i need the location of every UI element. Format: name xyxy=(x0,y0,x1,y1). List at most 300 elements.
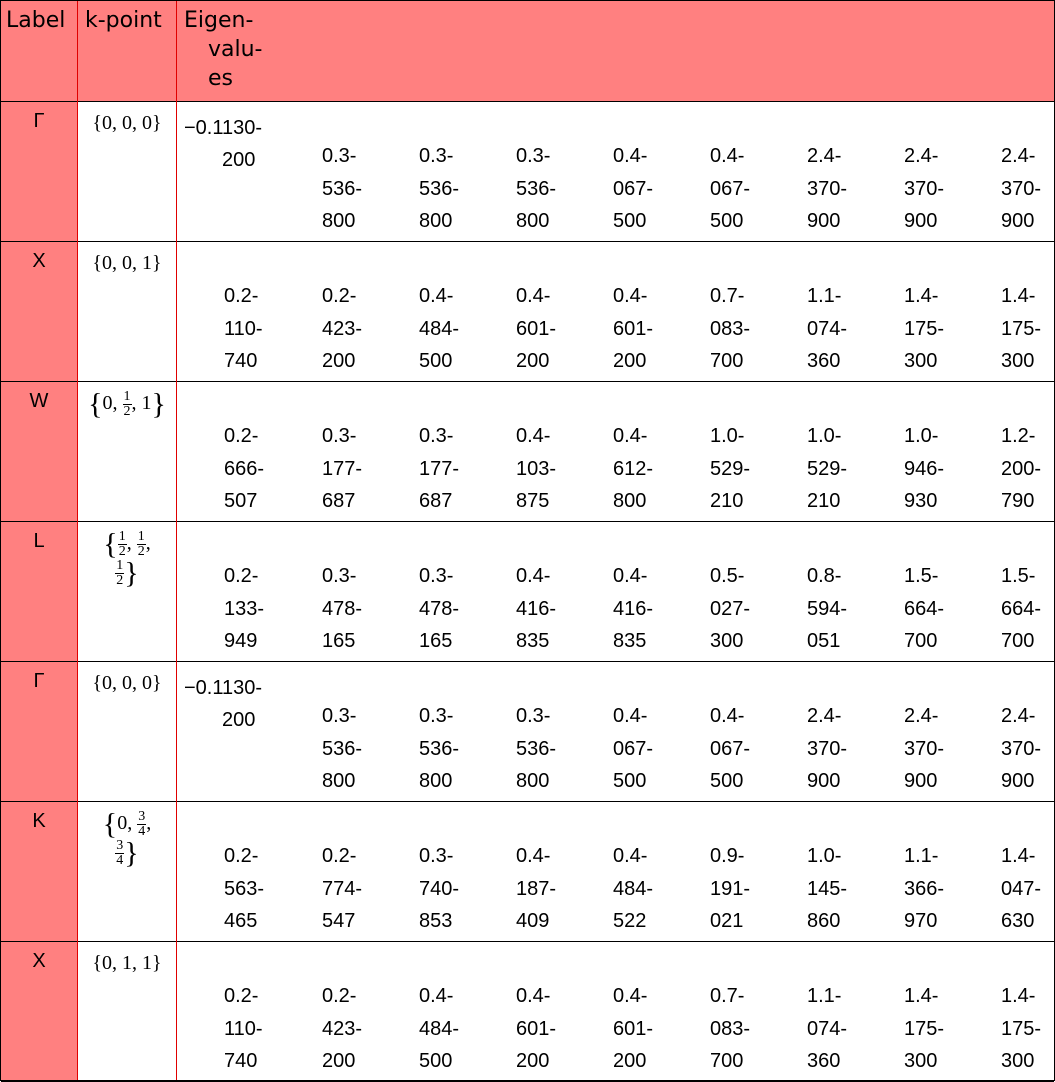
eigenvalue-line: 0.4- xyxy=(710,145,745,167)
row-kpoint: {0, $\frac{3}{4}$ , $\frac{3}{4}$ } xyxy=(102,807,152,870)
eigenvalue-cell xyxy=(419,420,479,518)
eigenvalue-line: 0.2- xyxy=(224,285,259,307)
eigenvalue-line: 900 xyxy=(904,210,938,232)
eigenvalue-cell xyxy=(516,560,576,658)
eigenvalue-cell xyxy=(224,840,284,938)
eigenvalue-line: 0.3- xyxy=(322,145,357,167)
eigenvalue-line: 478- xyxy=(322,597,363,620)
eigenvalue-line: 500 xyxy=(613,770,647,792)
eigenvalue-cell xyxy=(1001,560,1055,658)
eigenvalue-line: 191- xyxy=(710,877,751,900)
eigenvalue-line: 536- xyxy=(322,737,363,760)
eigenvalue-line: 0.3- xyxy=(419,845,454,867)
eigenvalue-line: 800 xyxy=(516,770,550,792)
table-row xyxy=(1,662,1054,801)
eigenvalue-line: 067- xyxy=(613,737,654,760)
eigenvalue-line: 0.3- xyxy=(516,145,551,167)
row-label: Γ xyxy=(33,670,45,692)
eigenvalue-line: 0.4- xyxy=(710,705,745,727)
eigenvalue-line: 210 xyxy=(807,490,841,512)
eigenvalue-line: 946- xyxy=(904,457,945,480)
eigenvalue-line: 687 xyxy=(322,490,356,512)
eigenvalue-line: 0.2- xyxy=(322,285,357,307)
row-kpoint: {0, 0, 0} xyxy=(92,112,162,134)
eigenvalue-cell xyxy=(1001,980,1055,1078)
fraction-denominator: 2 xyxy=(123,404,131,419)
table-row xyxy=(1,242,1054,381)
eigenvalue-line: 1.0- xyxy=(904,425,939,447)
fraction xyxy=(137,810,146,839)
eigenvalue-cell xyxy=(710,840,770,938)
eigenvalue-cell xyxy=(322,280,382,378)
eigenvalue-cell xyxy=(807,980,867,1078)
eigenvalue-line: 522 xyxy=(613,910,647,932)
eigenvalue-line: 047- xyxy=(1001,877,1042,900)
eigenvalue-line: 800 xyxy=(419,210,453,232)
eigenvalue-line: 366- xyxy=(904,877,945,900)
eigenvalue-line: 175- xyxy=(904,317,945,340)
eigenvalue-line: 0.3- xyxy=(419,565,454,587)
eigenvalue-line: 370- xyxy=(807,737,848,760)
eigenvalue-line: 051 xyxy=(807,630,841,652)
eigenvalue-cell xyxy=(710,140,770,238)
eigenvalue-line: 484- xyxy=(419,1017,460,1040)
eigenvalue-line: 0.3- xyxy=(322,425,357,447)
eigenvalue-line: 1.4- xyxy=(1001,845,1036,867)
eigenvalue-line: 2.4- xyxy=(1001,705,1036,727)
eigenvalue-cell xyxy=(1001,700,1055,798)
eigenvalue-line: 0.9- xyxy=(710,845,745,867)
eigenvalue-cell xyxy=(710,700,770,798)
eigenvalue-line: 200 xyxy=(322,350,356,372)
eigenvalue-line: 0.4- xyxy=(516,985,551,1007)
eigenvalue-line: 409 xyxy=(516,910,550,932)
eigenvalue-line: 529- xyxy=(710,457,751,480)
eigenvalue-cell xyxy=(807,420,867,518)
eigenvalue-line: 423- xyxy=(322,1017,363,1040)
eigenvalue-line: 1.5- xyxy=(1001,565,1036,587)
brace-left: { xyxy=(102,807,118,841)
eigenvalue-line: 700 xyxy=(904,630,938,652)
eigenvalue-line: 110- xyxy=(224,317,263,340)
eigenvalue-line: 601- xyxy=(516,317,557,340)
eigenvalue-line: 478- xyxy=(419,597,460,620)
eigenvalue-line: 594- xyxy=(807,597,848,620)
eigenvalue-line: 360 xyxy=(807,1050,841,1072)
eigenvalue-line: 664- xyxy=(1001,597,1042,620)
eigenvalue-line: 416- xyxy=(516,597,557,620)
eigenvalue-line: 370- xyxy=(807,177,848,200)
eigenvalue-line: 500 xyxy=(613,210,647,232)
eigenvalue-line: 0.5- xyxy=(710,565,745,587)
eigenvalue-cell xyxy=(807,700,867,798)
fraction xyxy=(118,530,127,559)
eigenvalue-line: 800 xyxy=(613,490,647,512)
eigenvalue-line: 0.4- xyxy=(516,425,551,447)
eigenvalue-cell xyxy=(322,560,382,658)
eigenvalue-line: 200 xyxy=(516,350,550,372)
eigenvalue-line: 0.4- xyxy=(613,985,648,1007)
eigenvalue-line: 465 xyxy=(224,910,258,932)
eigenvalue-line: 601- xyxy=(516,1017,557,1040)
eigenvalue-line: 423- xyxy=(322,317,363,340)
fraction-denominator: 4 xyxy=(138,824,146,839)
eigenvalue-line: 0.2- xyxy=(224,985,259,1007)
eigenvalue-cell xyxy=(1001,420,1055,518)
eigenvalue-line: 0.3- xyxy=(322,705,357,727)
eigenvalue-cell xyxy=(516,280,576,378)
eigenvalue-line: 300 xyxy=(904,1050,938,1072)
eigenvalue-line: 500 xyxy=(419,1050,453,1072)
eigenvalue-cell xyxy=(419,560,479,658)
eigenvalue-cell xyxy=(322,980,382,1078)
header-eig-line2: valu- xyxy=(208,37,263,62)
eigenvalue-cell xyxy=(710,980,770,1078)
eigenvalue-cell xyxy=(516,700,576,798)
eigenvalue-cell xyxy=(613,280,673,378)
eigenvalue-line: 687 xyxy=(419,490,453,512)
eigenvalue-line: 300 xyxy=(1001,1050,1035,1072)
header-eig-line1: Eigen- xyxy=(184,8,254,33)
eigenvalue-line: 103- xyxy=(516,457,557,480)
eigenvalue-cell xyxy=(1001,840,1055,938)
brace-left: { xyxy=(103,527,118,561)
eigenvalue-line: 536- xyxy=(322,177,363,200)
eigenvalue-cell xyxy=(419,700,479,798)
eigenvalue-cell xyxy=(807,840,867,938)
eigenvalue-line: 860 xyxy=(807,910,841,932)
eigenvalue-line: 200- xyxy=(1001,457,1042,480)
eigenvalue-line: 0.3- xyxy=(419,145,454,167)
eigenvalue-line: 666- xyxy=(224,457,265,480)
eigenvalue-line: 0.7- xyxy=(710,985,745,1007)
eigenvalue-line: 0.3- xyxy=(419,425,454,447)
eigenvalue-negative-line2: 200 xyxy=(222,149,256,171)
eigenvalue-line: 300 xyxy=(904,350,938,372)
eigenvalue-cell xyxy=(710,280,770,378)
eigenvalue-cell xyxy=(613,140,673,238)
fraction-numerator: 1 xyxy=(118,529,126,544)
eigenvalue-line: 0.4- xyxy=(613,565,648,587)
eigenvalue-line: 835 xyxy=(613,630,647,652)
eigenvalue-line: 900 xyxy=(807,210,841,232)
eigenvalue-cell xyxy=(613,700,673,798)
fraction xyxy=(115,839,124,868)
eigenvalue-line: 0.4- xyxy=(613,845,648,867)
eigenvalue-line: 507 xyxy=(224,490,258,512)
eigenvalue-cell xyxy=(419,840,479,938)
eigenvalue-line: 664- xyxy=(904,597,945,620)
eigenvalue-cell xyxy=(807,280,867,378)
eigenvalue-line: 800 xyxy=(516,210,550,232)
eigenvalue-line: 536- xyxy=(516,177,557,200)
col-divider-1 xyxy=(77,1,78,1080)
fraction-numerator: 1 xyxy=(137,529,145,544)
eigenvalue-line: 2.4- xyxy=(904,145,939,167)
fraction-denominator: 2 xyxy=(137,544,145,559)
eigenvalue-cell xyxy=(322,840,382,938)
eigenvalue-line: 2.4- xyxy=(904,705,939,727)
eigenvalue-line: 601- xyxy=(613,1017,654,1040)
eigenvalue-line: 1.0- xyxy=(710,425,745,447)
eigenvalue-line: 0.3- xyxy=(322,565,357,587)
eigenvalue-line: 529- xyxy=(807,457,848,480)
eigenvalue-line: 0.2- xyxy=(322,985,357,1007)
fraction-denominator: 4 xyxy=(116,853,124,868)
eigenvalue-line: 0.4- xyxy=(516,565,551,587)
row-kpoint: {0, 0, 0} xyxy=(92,672,162,694)
eigenvalue-cell xyxy=(613,420,673,518)
eigenvalue-line: 0.2- xyxy=(322,845,357,867)
eigenvalue-line: 370- xyxy=(1001,177,1042,200)
eigenvalue-line: 1.4- xyxy=(1001,285,1036,307)
eigenvalue-line: 0.3- xyxy=(419,705,454,727)
eigenvalue-line: 074- xyxy=(807,1017,848,1040)
eigenvalue-line: 2.4- xyxy=(807,705,842,727)
fraction-numerator: 1 xyxy=(116,558,124,573)
fraction xyxy=(123,390,132,419)
eigenvalue-line: 1.1- xyxy=(904,845,939,867)
eigenvalue-line: 800 xyxy=(322,770,356,792)
eigenvalue-negative-line1: −0.1130- xyxy=(184,117,263,139)
eigenvalue-cell xyxy=(904,280,964,378)
table-row xyxy=(1,522,1054,661)
eigenvalue-line: 536- xyxy=(516,737,557,760)
eigenvalue-cell xyxy=(904,140,964,238)
eigenvalue-cell xyxy=(710,420,770,518)
fraction xyxy=(137,530,146,559)
row-label: Γ xyxy=(33,110,45,132)
eigenvalue-cell xyxy=(322,140,382,238)
table-header xyxy=(1,1,1054,102)
eigenvalue-line: 0.4- xyxy=(613,145,648,167)
eigenvalue-line: 165 xyxy=(419,630,453,652)
brace-left: { xyxy=(88,387,103,421)
eigenvalue-line: 563- xyxy=(224,877,265,900)
header-kpoint: k-point xyxy=(85,8,162,33)
eigenvalue-line: 0.4- xyxy=(613,285,648,307)
eigenvalue-line: 300 xyxy=(1001,350,1035,372)
eigenvalue-cell xyxy=(419,280,479,378)
eigenvalue-line: 370- xyxy=(904,737,945,760)
eigenvalue-cell xyxy=(516,980,576,1078)
eigenvalue-line: 1.4- xyxy=(904,285,939,307)
eigenvalue-line: 0.4- xyxy=(613,425,648,447)
eigenvalue-line: 900 xyxy=(807,770,841,792)
eigenvalue-line: 175- xyxy=(904,1017,945,1040)
eigenvalue-line: 0.7- xyxy=(710,285,745,307)
eigenvalue-line: 300 xyxy=(710,630,744,652)
eigenvalue-line: 370- xyxy=(1001,737,1042,760)
eigenvalue-cell xyxy=(807,140,867,238)
fraction-denominator: 2 xyxy=(116,573,124,588)
eigenvalue-cell xyxy=(224,980,284,1078)
col-divider-2 xyxy=(176,1,177,1080)
brace-right: } xyxy=(151,387,166,421)
eigenvalue-line: 774- xyxy=(322,877,363,900)
fraction-denominator: 2 xyxy=(118,544,126,559)
eigenvalue-line: 1.4- xyxy=(1001,985,1036,1007)
eigenvalue-line: 0.4- xyxy=(516,285,551,307)
eigenvalue-line: 900 xyxy=(904,770,938,792)
eigenvalue-line: 875 xyxy=(516,490,550,512)
eigenvalue-line: 601- xyxy=(613,317,654,340)
eigenvalue-line: 0.4- xyxy=(516,845,551,867)
eigenvalue-line: 484- xyxy=(613,877,654,900)
eigenvalue-line: 800 xyxy=(419,770,453,792)
eigenvalue-line: 630 xyxy=(1001,910,1035,932)
eigenvalue-line: 165 xyxy=(322,630,356,652)
eigenvalue-line: 0.3- xyxy=(516,705,551,727)
eigenvalue-cell xyxy=(224,280,284,378)
eigenvalue-cell xyxy=(613,980,673,1078)
eigenvalue-line: 177- xyxy=(419,457,460,480)
eigenvalue-line: 177- xyxy=(322,457,363,480)
eigenvalue-line: 1.0- xyxy=(807,425,842,447)
eigenvalue-line: 067- xyxy=(710,737,751,760)
eigenvalue-line: 175- xyxy=(1001,317,1042,340)
eigenvalue-cell xyxy=(419,980,479,1078)
fraction-numerator: 3 xyxy=(116,838,124,853)
eigenvalue-line: 083- xyxy=(710,1017,751,1040)
eigenvalue-line: 187- xyxy=(516,877,557,900)
eigenvalue-line: 1.1- xyxy=(807,285,842,307)
eigenvalue-line: 612- xyxy=(613,457,654,480)
eigenvalue-line: 074- xyxy=(807,317,848,340)
eigenvalue-line: 0.4- xyxy=(613,705,648,727)
eigenvalue-negative-line2: 200 xyxy=(222,709,256,731)
eigenvalue-line: 0.4- xyxy=(419,985,454,1007)
eigenvalue-line: 200 xyxy=(322,1050,356,1072)
eigenvalue-line: 970 xyxy=(904,910,938,932)
eigenvalue-line: 210 xyxy=(710,490,744,512)
eigenvalue-line: 700 xyxy=(1001,630,1035,652)
eigenvalue-line: 110- xyxy=(224,1017,263,1040)
row-label: K xyxy=(32,810,46,832)
eigenvalue-cell xyxy=(904,560,964,658)
eigenvalue-cell xyxy=(904,840,964,938)
header-label: Label xyxy=(6,8,66,33)
eigenvalue-line: 175- xyxy=(1001,1017,1042,1040)
eigenvalue-cell xyxy=(904,700,964,798)
fraction-numerator: 3 xyxy=(138,809,146,824)
eigenvalue-line: 083- xyxy=(710,317,751,340)
eigenvalue-line: 145- xyxy=(807,877,848,900)
eigenvalue-cell xyxy=(807,560,867,658)
eigenvalue-line: 700 xyxy=(710,350,744,372)
eigenvalue-line: 021 xyxy=(710,910,744,932)
eigenvalue-negative-line1: −0.1130- xyxy=(184,677,263,699)
row-label: L xyxy=(33,530,45,552)
eigenvalue-line: 200 xyxy=(516,1050,550,1072)
header-eig-line3: es xyxy=(208,66,233,91)
eigenvalue-line: 1.4- xyxy=(904,985,939,1007)
eigenvalue-cell xyxy=(419,140,479,238)
eigenvalue-line: 547 xyxy=(322,910,356,932)
eigenvalue-cell xyxy=(322,420,382,518)
eigenvalue-line: 700 xyxy=(710,1050,744,1072)
eigenvalue-cell xyxy=(1001,280,1055,378)
eigenvalue-line: 0.4- xyxy=(419,285,454,307)
eigenvalue-line: 500 xyxy=(419,350,453,372)
row-kpoint: {0, 0, 1} xyxy=(92,252,162,274)
eigenvalue-cell xyxy=(224,420,284,518)
eigenvalue-cell xyxy=(516,420,576,518)
table-row xyxy=(1,382,1054,521)
eigenvalue-line: 949 xyxy=(224,630,258,652)
eigenvalue-line: 740- xyxy=(419,877,460,900)
eigenvalue-line: 067- xyxy=(613,177,654,200)
eigenvalue-line: 536- xyxy=(419,177,460,200)
eigenvalue-cell xyxy=(613,840,673,938)
eigenvalue-cell xyxy=(904,980,964,1078)
eigenvalue-cell xyxy=(613,560,673,658)
row-kpoint: { $\frac{1}{2}$ , $\frac{1}{2}$ , $\frac{1}{2}$ } xyxy=(103,527,151,590)
eigenvalue-line: 416- xyxy=(613,597,654,620)
eigenvalue-cell xyxy=(904,420,964,518)
eigenvalue-line: 740 xyxy=(224,1050,258,1072)
fraction xyxy=(115,559,124,588)
row-label: W xyxy=(29,390,49,412)
eigenvalue-cell xyxy=(1001,140,1055,238)
row-label: X xyxy=(32,250,46,272)
eigenvalue-line: 800 xyxy=(322,210,356,232)
eigenvalue-cell xyxy=(322,700,382,798)
row-kpoint: {0, 1, 1} xyxy=(92,952,162,974)
eigenvalue-cell xyxy=(516,840,576,938)
eigenvalue-line: 930 xyxy=(904,490,938,512)
eigenvalue-line: 0.2- xyxy=(224,425,259,447)
eigenvalue-line: 2.4- xyxy=(807,145,842,167)
eigenvalue-line: 2.4- xyxy=(1001,145,1036,167)
eigenvalue-line: 790 xyxy=(1001,490,1035,512)
eigenvalue-cell xyxy=(516,140,576,238)
eigenvalue-line: 853 xyxy=(419,910,453,932)
eigenvalue-cell xyxy=(710,560,770,658)
eigenvalue-line: 740 xyxy=(224,350,258,372)
eigenvalue-cell xyxy=(224,560,284,658)
eigenvalue-line: 0.2- xyxy=(224,565,259,587)
header-eigenvalues xyxy=(184,6,263,106)
eigenvalue-line: 900 xyxy=(1001,770,1035,792)
table-row xyxy=(1,102,1054,241)
eigenvalue-line: 1.0- xyxy=(807,845,842,867)
eigenvalue-line: 360 xyxy=(807,350,841,372)
table-row xyxy=(1,942,1054,1081)
eigenvalue-line: 500 xyxy=(710,770,744,792)
eigenvalue-line: 0.2- xyxy=(224,845,259,867)
eigenvalue-line: 200 xyxy=(613,350,647,372)
eigenvalue-line: 027- xyxy=(710,597,751,620)
fraction-numerator: 1 xyxy=(123,389,131,404)
row-kpoint: {0, $\frac{1}{2}$ , 1} xyxy=(88,387,166,421)
eigenvalue-line: 484- xyxy=(419,317,460,340)
eigenvalue-line: 900 xyxy=(1001,210,1035,232)
eigenvalue-line: 370- xyxy=(904,177,945,200)
eigenvalue-line: 1.5- xyxy=(904,565,939,587)
eigenvalue-line: 0.8- xyxy=(807,565,842,587)
eigenvalue-line: 133- xyxy=(224,597,265,620)
row-label: X xyxy=(32,950,46,972)
table-row xyxy=(1,802,1054,941)
eigenvalue-line: 536- xyxy=(419,737,460,760)
eigenvalue-line: 067- xyxy=(710,177,751,200)
eigenvalue-line: 1.2- xyxy=(1001,425,1036,447)
brace-right: } xyxy=(124,836,139,870)
eigenvalue-line: 200 xyxy=(613,1050,647,1072)
eigenvalue-line: 500 xyxy=(710,210,744,232)
eigenvalue-line: 835 xyxy=(516,630,550,652)
